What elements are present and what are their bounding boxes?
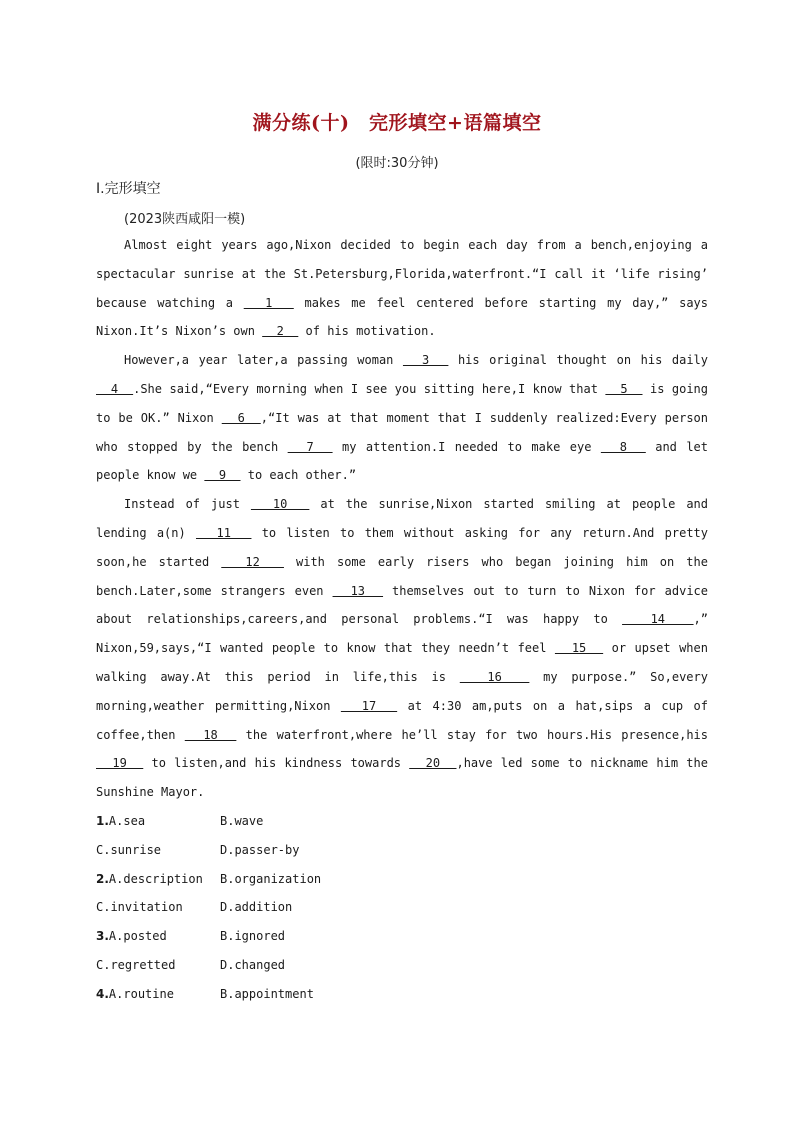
option-text: C.regretted — [96, 957, 176, 972]
question-number: 4. — [96, 986, 109, 1001]
blank-17: 17 — [340, 698, 398, 713]
option-text: A.sea — [108, 814, 146, 828]
passage-text: with some early risers who began joining him on the bench.Later,some strangers even — [96, 554, 708, 598]
option-left — [96, 980, 220, 1009]
page-title: 满分练(十) 完形填空+语篇填空 — [252, 112, 542, 134]
passage-text: my attention.I needed to make eye — [332, 439, 601, 454]
passage-text: makes me feel centered before starting my day,” says Nixon.It’s Nixon’s own — [96, 295, 708, 339]
paragraph-1 — [96, 231, 708, 346]
option-row — [96, 836, 496, 865]
passage-text: at 4:30 am,puts on a hat,sips a cup of coffee,then — [96, 698, 708, 742]
passage-text: to listen,and his kindness towards — [143, 756, 410, 771]
blank-3: 3 — [402, 353, 449, 368]
question-number: 3. — [96, 929, 109, 944]
blank-4: 4 — [96, 381, 134, 396]
passage-text: and let people know we — [96, 439, 708, 483]
blank-14: 14 — [622, 612, 694, 627]
passage-text: However,a year later,a passing woman — [124, 353, 403, 368]
option-row — [96, 951, 496, 980]
option-text: C.invitation — [96, 900, 183, 915]
passage-text: of his motivation. — [298, 324, 436, 339]
blank-7: 7 — [287, 439, 333, 454]
option-left — [96, 836, 220, 865]
option-right: D.addition — [220, 900, 293, 915]
blank-1: 1 — [243, 295, 294, 310]
blank-9: 9 — [204, 468, 241, 483]
passage-text: ,have led some to nickname him the Sunshine Mayor. — [96, 756, 708, 800]
option-right: B.organization — [220, 871, 322, 886]
paragraph-2 — [96, 346, 708, 490]
option-row — [96, 922, 496, 951]
blank-12: 12 — [221, 554, 284, 569]
passage-text: ,“It was at that moment that I suddenly realized:Every person who stopped by the bench — [96, 410, 709, 454]
option-right: D.passer-by — [220, 842, 300, 857]
option-text: A.routine — [108, 986, 174, 1001]
option-left — [96, 951, 220, 980]
paragraph-3 — [96, 490, 708, 807]
passage-text: is going to be OK.” Nixon — [96, 381, 709, 425]
passage-text: .She said,“Every morning when I see you sitting here,I know that — [133, 381, 606, 396]
blank-19: 19 — [96, 756, 144, 771]
passage-text: to listen to them without asking for any return.And pretty soon,he started — [96, 525, 708, 569]
option-left — [96, 807, 220, 836]
blank-5: 5 — [605, 381, 643, 396]
blank-2: 2 — [262, 324, 299, 339]
passage-text: my purpose.” So,every morning,weather permitting,Nixon — [96, 669, 708, 713]
blank-6: 6 — [221, 410, 261, 425]
blank-13: 13 — [332, 583, 384, 598]
question-number: 2. — [96, 871, 109, 886]
exam-source: (2023陕西咸阳一模) — [124, 212, 246, 227]
passage-text: themselves out to turn to Nixon for advice about relationships,careers,and personal problems.“I was happy to — [96, 583, 708, 627]
blank-20: 20 — [409, 756, 457, 771]
blank-8: 8 — [600, 439, 646, 454]
option-right: B.ignored — [220, 929, 286, 944]
option-row — [96, 893, 496, 922]
option-row — [96, 980, 496, 1009]
option-right: B.appointment — [220, 986, 314, 1001]
passage-text: at the sunrise,Nixon started smiling at people and lending a(n) — [96, 497, 708, 540]
option-right: D.changed — [220, 957, 286, 972]
option-left — [96, 922, 220, 951]
option-right: B.wave — [220, 814, 264, 828]
blank-15: 15 — [554, 641, 604, 656]
option-left — [96, 893, 220, 922]
blank-18: 18 — [184, 727, 237, 742]
option-left — [96, 865, 220, 894]
passage-text: his original thought on his daily — [448, 353, 708, 368]
blank-11: 11 — [195, 525, 252, 540]
question-number: 1. — [96, 814, 109, 828]
passage-text: to each other.” — [240, 468, 357, 483]
cloze-passage — [96, 231, 708, 807]
option-text: A.posted — [108, 929, 167, 944]
passage-text: Instead of just — [124, 497, 251, 512]
time-limit: (限时:30分钟) — [355, 156, 439, 171]
passage-text: ,” Nixon,59,says,“I wanted people to know that they needn’t feel — [96, 612, 708, 656]
passage-text: the waterfront,where he’ll stay for two hours.His presence,his — [236, 727, 708, 742]
passage-text: or upset when walking away.At this period in life,this is — [96, 641, 708, 684]
blank-10: 10 — [250, 497, 310, 512]
option-text: C.sunrise — [96, 842, 162, 857]
answer-options — [96, 807, 496, 1009]
option-text: A.description — [108, 871, 203, 886]
option-row — [96, 865, 496, 894]
section-heading: Ⅰ.完形填空 — [96, 181, 161, 197]
option-row — [96, 807, 496, 836]
blank-16: 16 — [459, 669, 530, 684]
passage-text: Almost eight years ago,Nixon decided to begin each day from a bench,enjoying a spectacular sunrise at the St.Petersburg,Florida,waterfront.“I call it ‘life rising’ because watching a — [96, 238, 708, 310]
